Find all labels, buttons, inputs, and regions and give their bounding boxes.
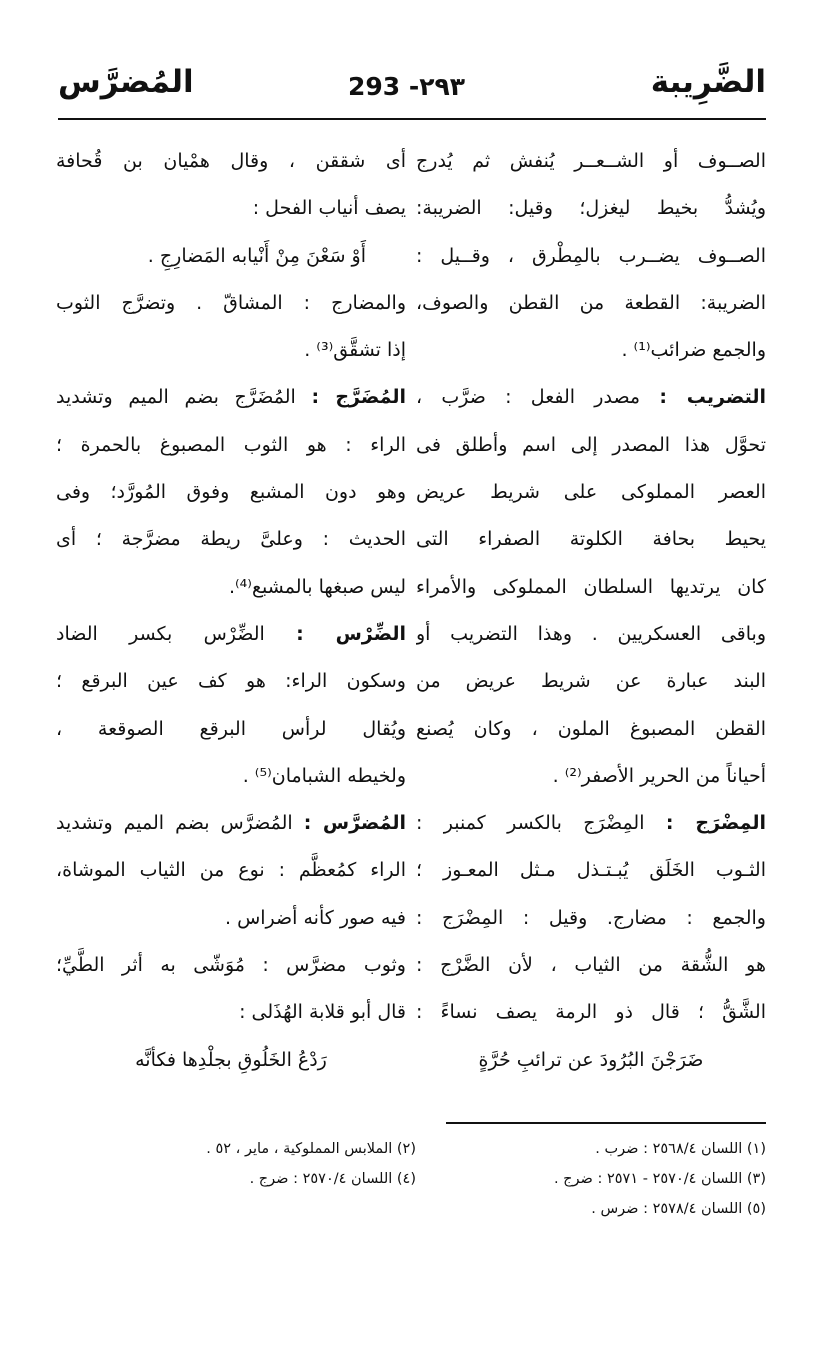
- text-line: [416, 706, 766, 753]
- line-text: الحديث : وعلىَّ ريطة مضرَّجة ؛ أى: [56, 528, 406, 551]
- line-text: المُضرَّس بضم الميم وتشديد: [56, 812, 304, 835]
- line-text: ضَرَجْنَ البُرُودَ عن ترائبِ حُرَّةٍ: [478, 1048, 704, 1071]
- line-text: يحيط بحافة الكلوتة الصفراء التى: [416, 528, 766, 551]
- text-line: [56, 989, 406, 1036]
- text-line: [56, 706, 406, 753]
- line-text: البند عبارة عن شريط عريض من: [416, 670, 766, 693]
- line-text: وثوب مضرَّس : مُوَشّى به أثر الطَّيِّ؛: [56, 954, 406, 977]
- text-line: [56, 658, 406, 705]
- text-line: [56, 516, 406, 563]
- text-line: [56, 847, 406, 894]
- line-text: مصدر الفعل : ضرَّب ،: [416, 386, 660, 409]
- page-number: 293 -٢٩٣: [348, 72, 466, 101]
- text-line: [56, 280, 406, 327]
- right-column: [416, 138, 766, 1084]
- footnote: (١) اللسان ٢٥٦٨/٤ : ضرب .: [595, 1141, 766, 1157]
- text-line: [56, 138, 406, 185]
- text-line: [416, 942, 766, 989]
- line-text: الثـوب الخَلَق يُبـتـذل مـثل المعـوز ؛: [416, 859, 766, 882]
- line-text: تحوَّل هذا المصدر إلى اسم وأطلق فى: [416, 433, 766, 456]
- line-text: العصر المملوكى على شريط عريض: [416, 481, 766, 504]
- line-text: ولخيطه الشبامان⁽⁵⁾ .: [242, 764, 406, 787]
- line-text: فيه صور كأنه أضراس .: [224, 906, 406, 929]
- line-text: المُضَرَّج بضم الميم وتشديد: [56, 386, 312, 409]
- line-text: أحياناً من الحرير الأصفر⁽²⁾ .: [552, 764, 766, 787]
- line-text: قال أبو قلابة الهُذَلى :: [239, 1001, 406, 1024]
- text-line: [416, 469, 766, 516]
- line-text: أَوْ سَعْنَ مِنْ أَنْيابه المَضارِجِ .: [147, 244, 366, 267]
- line-text: الضِّرْس بكسر الضاد: [56, 622, 297, 645]
- footnote: (٤) اللسان ٢٥٧٠/٤ : ضرج .: [249, 1171, 416, 1187]
- entry-headword: التضريب :: [659, 386, 766, 409]
- line-text: كان يرتديها السلطان المملوكى والأمراء: [416, 575, 766, 598]
- footnotes-left: [56, 1134, 416, 1194]
- text-line: [56, 374, 406, 421]
- footnote-rule: [446, 1122, 766, 1124]
- line-text: وباقى العسكريين . وهذا التضريب أو: [416, 622, 766, 645]
- text-line: [56, 895, 406, 942]
- line-text: رَدْعُ الخَلُوقِ بجلْدِها فكأنَّه: [135, 1048, 327, 1071]
- footnote: (٣) اللسان ٢٥٧٠/٤ - ٢٥٧١ : ضرج .: [553, 1171, 766, 1187]
- text-line: [56, 564, 406, 611]
- header-rule: [58, 118, 766, 120]
- entry-headword: المِضْرَج :: [665, 812, 766, 835]
- text-line: [416, 658, 766, 705]
- line-text: والمضارج : المشاقّ . وتضرَّج الثوب: [56, 291, 406, 314]
- text-line: [56, 327, 406, 374]
- text-line: [416, 138, 766, 185]
- text-line: [416, 1037, 766, 1084]
- text-line: [56, 1037, 406, 1084]
- line-text: المِضْرَج بالكسر كمنبر :: [416, 812, 666, 835]
- line-text: وسكون الراء: هو كف عين البرقع ؛: [56, 670, 406, 693]
- text-line: [416, 800, 766, 847]
- footnotes-right: [406, 1134, 766, 1224]
- text-line: [56, 233, 406, 280]
- left-column: [56, 138, 406, 1084]
- text-line: [416, 327, 766, 374]
- footnote: (٥) اللسان ٢٥٧٨/٤ : ضرس .: [591, 1201, 766, 1217]
- line-text: الشَّقُّ ؛ قال ذو الرمة يصف نساءً :: [416, 1001, 766, 1024]
- text-line: [416, 564, 766, 611]
- text-line: [56, 422, 406, 469]
- line-text: أى شققن ، وقال همْيان بن قُحافة: [56, 150, 406, 172]
- text-line: [416, 847, 766, 894]
- text-line: [416, 989, 766, 1036]
- line-text: والجمع ضرائب⁽¹⁾ .: [621, 339, 766, 362]
- text-line: [416, 374, 766, 421]
- text-line: [56, 185, 406, 232]
- text-line: [56, 611, 406, 658]
- line-text: إذا تشقَّق⁽³⁾ .: [304, 339, 406, 362]
- line-text: الراء : هو الثوب المصبوغ بالحمرة ؛: [56, 433, 406, 456]
- line-text: ويُشدُّ بخيط ليغزل؛ وقيل: الضريبة:: [416, 197, 766, 220]
- text-line: [416, 280, 766, 327]
- text-line: [416, 611, 766, 658]
- line-text: الضريبة: القطعة من القطن والصوف،: [416, 291, 766, 314]
- line-text: الصــوف يضــرب بالمِطْرق ، وقــيل :: [416, 244, 766, 267]
- running-head-left: المُضرَّس: [58, 64, 194, 100]
- line-text: ليس صبغها بالمشبع⁽⁴⁾.: [228, 575, 406, 598]
- line-text: الراء كمُعظَّم : نوع من الثياب الموشاة،: [56, 859, 406, 882]
- text-line: [416, 753, 766, 800]
- entry-headword: المُضرَّس :: [303, 812, 406, 835]
- text-line: [416, 233, 766, 280]
- entry-headword: المُضَرَّج :: [311, 386, 406, 409]
- text-line: [416, 185, 766, 232]
- line-text: ويُقال لرأس البرقع الصوقعة ،: [56, 717, 406, 740]
- line-text: الصــوف أو الشــعــر يُنفش ثم يُدرج: [416, 150, 766, 172]
- text-line: [56, 800, 406, 847]
- line-text: يصف أنياب الفحل :: [252, 197, 406, 220]
- line-text: هو الشُّقة من الثياب ، لأن الضَّرْج :: [416, 954, 766, 977]
- text-line: [416, 516, 766, 563]
- text-line: [416, 422, 766, 469]
- page-header: [58, 62, 766, 114]
- text-line: [56, 753, 406, 800]
- footnote: (٢) الملابس المملوكية ، ماير ، ٥٢ .: [206, 1141, 416, 1157]
- running-head-right: الضَّرِيبة: [650, 64, 766, 100]
- text-line: [56, 942, 406, 989]
- text-line: [416, 895, 766, 942]
- line-text: وهو دون المشبع وفوق المُورَّد؛ وفى: [56, 481, 406, 504]
- text-line: [56, 469, 406, 516]
- entry-headword: الضِّرْس :: [296, 622, 406, 645]
- line-text: القطن المصبوغ الملون ، وكان يُصنع: [416, 717, 766, 740]
- line-text: والجمع : مضارج. وقيل : المِضْرَج :: [416, 906, 766, 929]
